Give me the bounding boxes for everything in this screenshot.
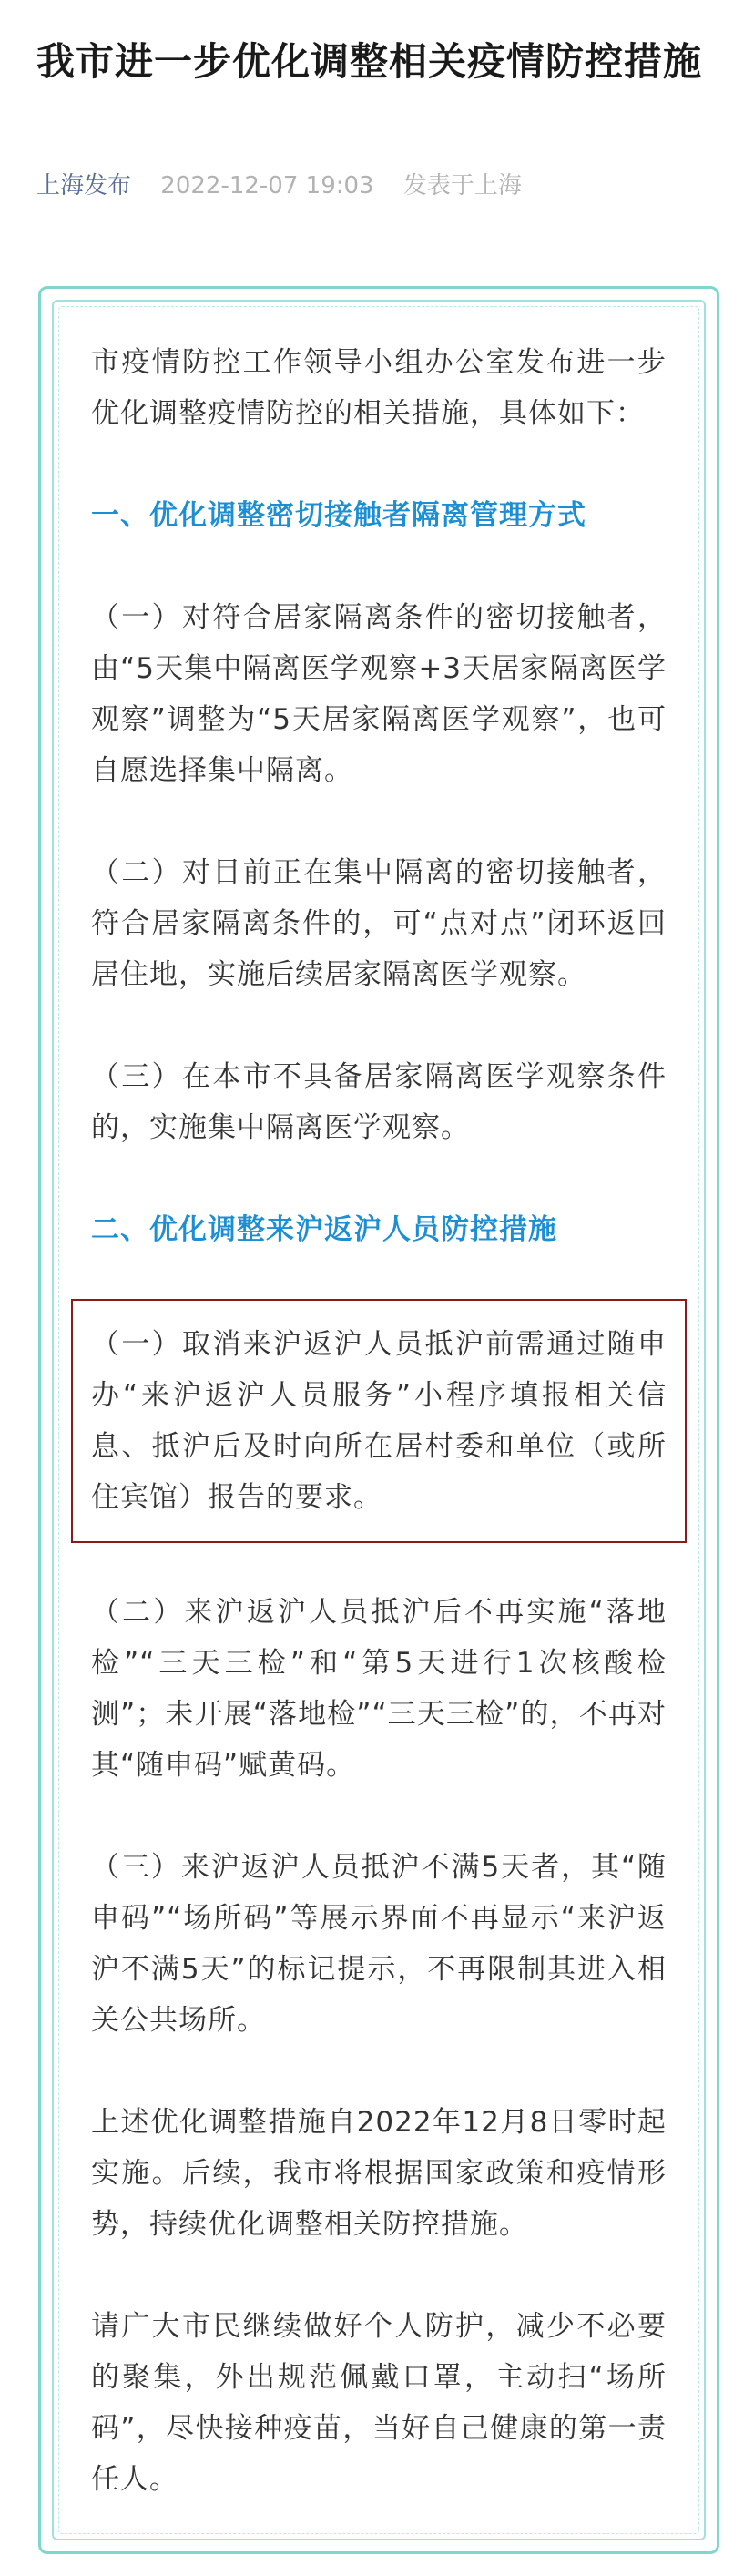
article-meta [36, 169, 522, 202]
section-1-heading: 一、优化调整密切接触者隔离管理方式 [91, 499, 586, 532]
closing-paragraph-1: 上述优化调整措施自2022年12月8日零时起实施。后续，我市将根据国家政策和疫情形势，持续优化调整相关防控措施。 [91, 2106, 667, 2241]
section-2-heading: 二、优化调整来沪返沪人员防控措施 [91, 1213, 557, 1246]
closing-paragraph-2: 请广大市民继续做好个人防护，减少不必要的聚集，外出规范佩戴口罩，主动扫“场所码”，尽快接种疫苗，当好自己健康的第一责任人。 [91, 2310, 667, 2496]
section-1-item-1: （一）对符合居家隔离条件的密切接触者，由“5天集中隔离医学观察+3天居家隔离医学观察”调整为“5天居家隔离医学观察”，也可自愿选择集中隔离。 [91, 601, 667, 787]
intro-paragraph: 市疫情防控工作领导小组办公室发布进一步优化调整疫情防控的相关措施，具体如下： [91, 346, 667, 430]
article-title: 我市进一步优化调整相关疫情防控措施 [36, 39, 703, 84]
publish-date: 2022-12-07 19:03 [160, 172, 374, 199]
section-2-item-1: （一）取消来沪返沪人员抵沪前需通过随申办“来沪返沪人员服务”小程序填报相关信息、抵沪后及时向所在居村委和单位（或所住宾馆）报告的要求。 [91, 1328, 667, 1514]
section-1-item-3: （三）在本市不具备居家隔离医学观察条件的，实施集中隔离医学观察。 [91, 1060, 667, 1144]
section-2-item-2: （二）来沪返沪人员抵沪后不再实施“落地检”“三天三检”和“第5天进行1次核酸检测”；未开展“落地检”“三天三检”的，不再对其“随申码”赋黄码。 [91, 1596, 667, 1782]
section-2-item-3: （三）来沪返沪人员抵沪不满5天者，其“随申码”“场所码”等展示界面不再显示“来沪返沪不满5天”的标记提示，不再限制其进入相关公共场所。 [91, 1851, 667, 2037]
article-body [91, 337, 667, 2505]
publish-location: 发表于上海 [402, 172, 522, 199]
section-1-item-2: （二）对目前正在集中隔离的密切接触者，符合居家隔离条件的，可“点对点”闭环返回居住地，实施后续居家隔离医学观察。 [91, 856, 667, 991]
highlighted-item-box [71, 1299, 687, 1543]
account-name-link[interactable]: 上海发布 [36, 172, 132, 199]
